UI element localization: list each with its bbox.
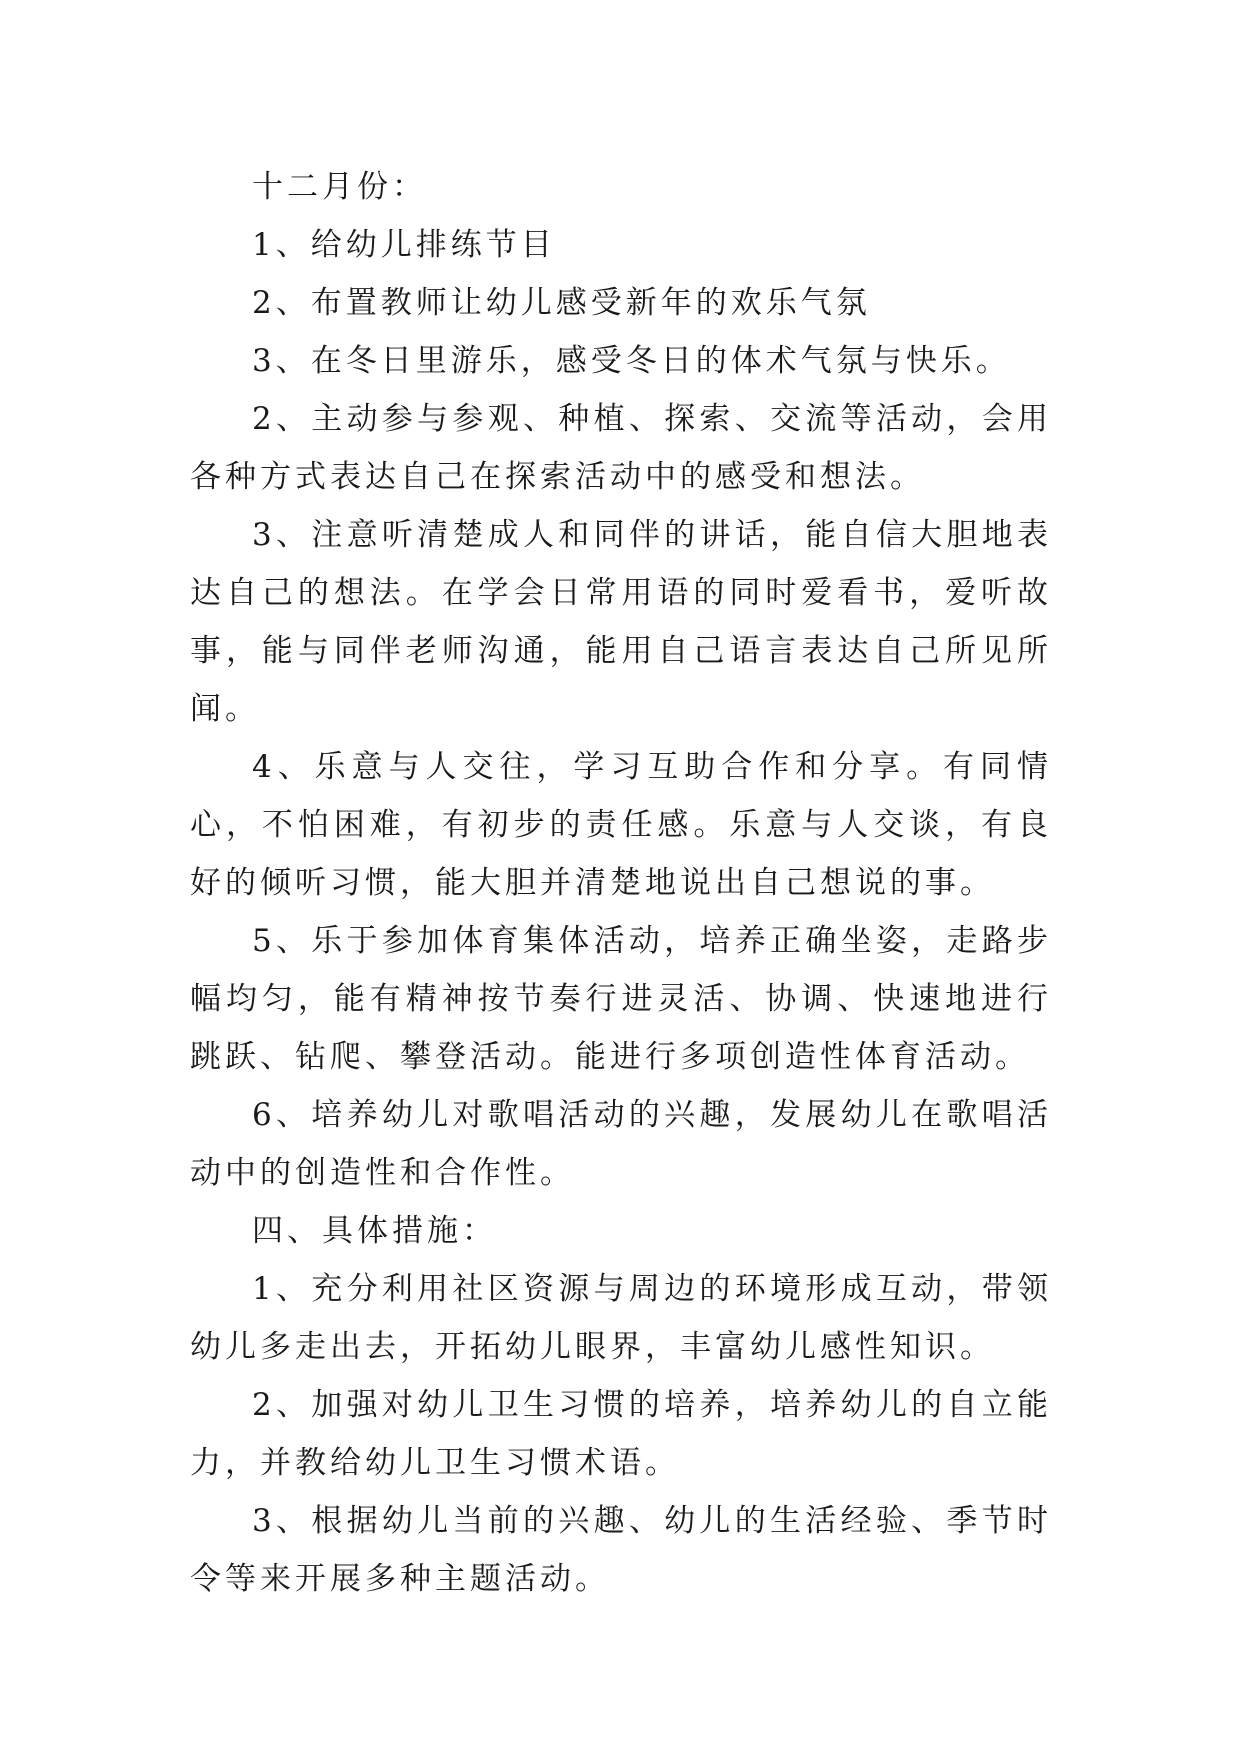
measure-2: 2、加强对幼儿卫生习惯的培养，培养幼儿的自立能力，并教给幼儿卫生习惯术语。	[190, 1387, 1052, 1481]
heading-december: 十二月份：	[252, 169, 427, 205]
paragraph-4: 2、主动参与参观、种植、探索、交流等活动，会用各种方式表达自己在探索活动中的感受和想法。	[190, 401, 1052, 495]
heading-measures: 四、具体措施：	[252, 1213, 497, 1249]
paragraph-6: 4、乐意与人交往，学习互助合作和分享。有同情心，不怕困难，有初步的责任感。乐意与人交谈，有良好的倾听习惯，能大胆并清楚地说出自己想说的事。	[190, 749, 1052, 901]
paragraph-8: 6、培养幼儿对歌唱活动的兴趣，发展幼儿在歌唱活动中的创造性和合作性。	[190, 1097, 1052, 1191]
measure-3: 3、根据幼儿当前的兴趣、幼儿的生活经验、季节时令等来开展多种主题活动。	[190, 1503, 1052, 1597]
measure-1: 1、充分利用社区资源与周边的环境形成互动，带领幼儿多走出去，开拓幼儿眼界，丰富幼儿感性知识。	[190, 1271, 1052, 1365]
paragraph-7: 5、乐于参加体育集体活动，培养正确坐姿，走路步幅均匀，能有精神按节奏行进灵活、协调、快速地进行跳跃、钻爬、攀登活动。能进行多项创造性体育活动。	[190, 923, 1052, 1075]
paragraph-5: 3、注意听清楚成人和同伴的讲话，能自信大胆地表达自己的想法。在学会日常用语的同时爱看书，爱听故事，能与同伴老师沟通，能用自己语言表达自己所见所闻。	[190, 517, 1052, 727]
paragraph-1: 1、给幼儿排练节目	[252, 227, 556, 263]
paragraph-3: 3、在冬日里游乐，感受冬日的体术气氛与快乐。	[252, 343, 1011, 379]
paragraph-2: 2、布置教师让幼儿感受新年的欢乐气氛	[252, 285, 871, 321]
document-page	[190, 158, 1052, 1608]
